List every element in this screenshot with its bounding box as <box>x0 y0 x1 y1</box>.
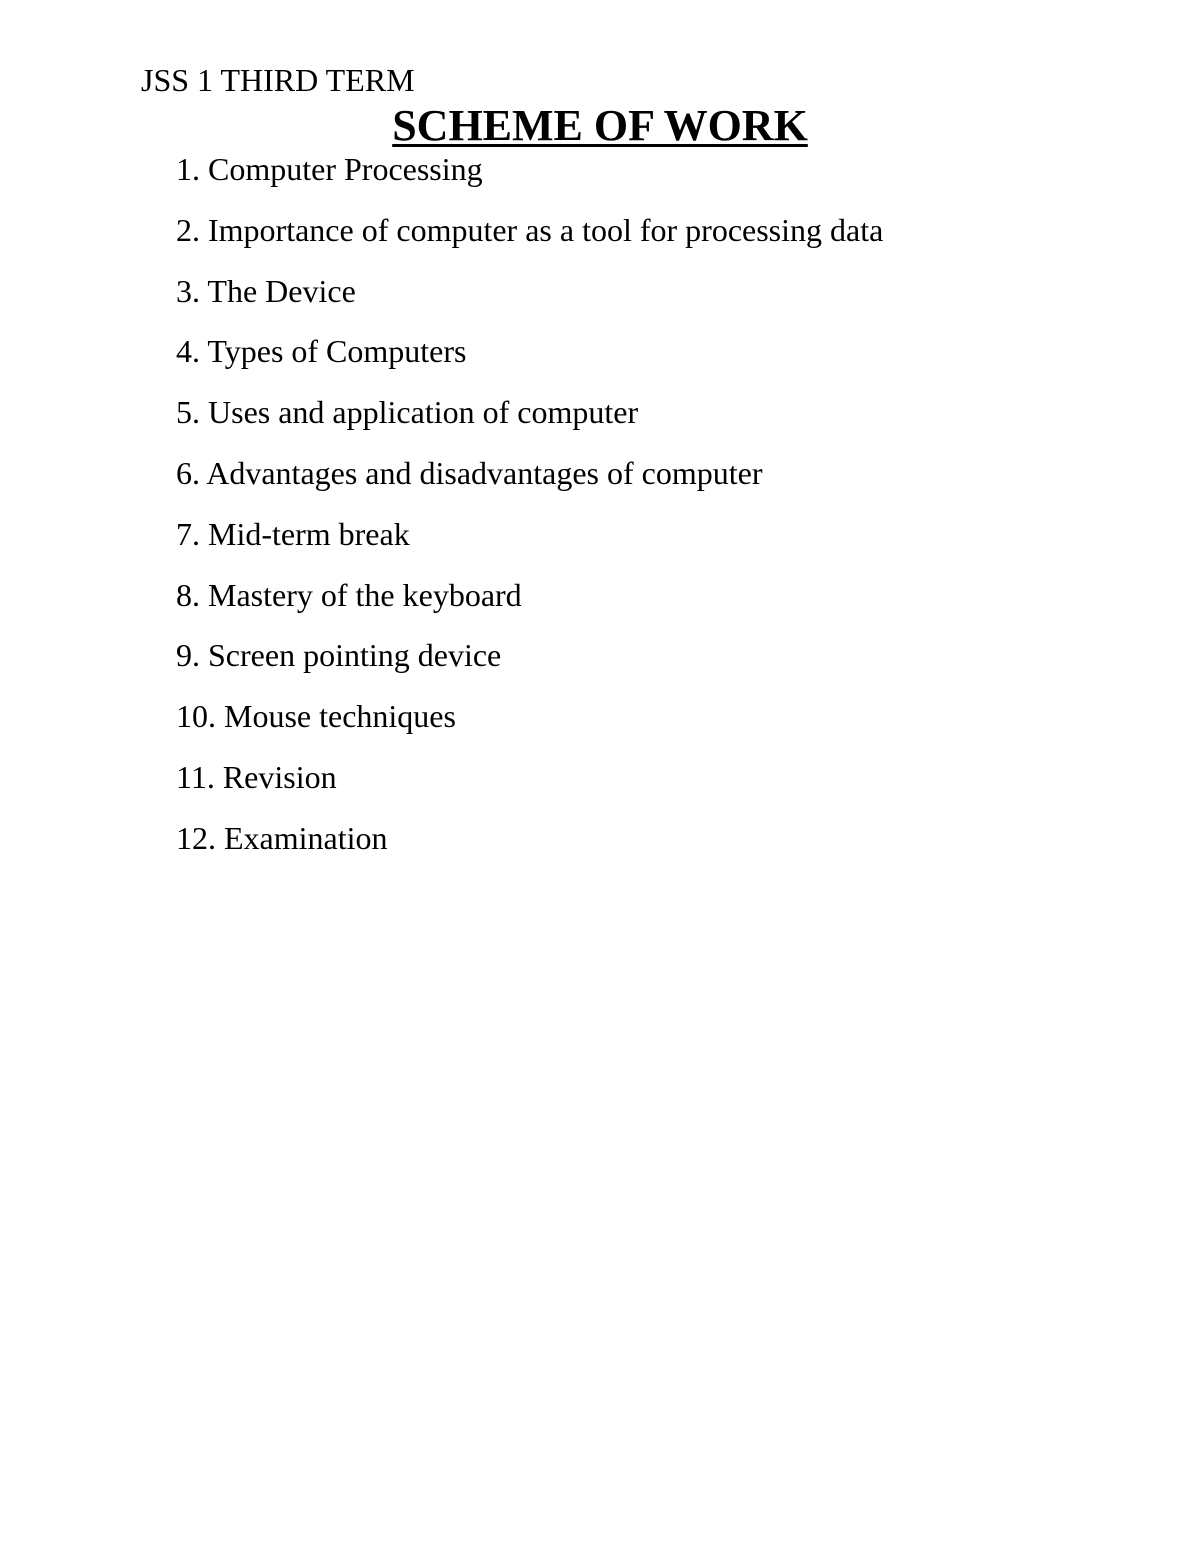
class-term-header: JSS 1 THIRD TERM <box>141 62 415 98</box>
document-title: SCHEME OF WORK <box>392 101 808 150</box>
list-item: 12. Examination <box>176 819 388 856</box>
list-item: 8. Mastery of the keyboard <box>176 576 522 613</box>
list-item: 6. Advantages and disadvantages of computer <box>176 454 763 491</box>
list-item: 7. Mid-term break <box>176 515 410 552</box>
list-item: 5. Uses and application of computer <box>176 394 639 431</box>
list-item: 3. The Device <box>176 272 356 309</box>
scheme-of-work-list <box>176 148 883 878</box>
list-item: 1. Computer Processing <box>176 151 483 187</box>
list-item: 10. Mouse techniques <box>176 698 456 735</box>
list-item: 11. Revision <box>176 758 337 795</box>
list-item: 9. Screen pointing device <box>176 637 502 674</box>
list-item: 4. Types of Computers <box>176 333 467 370</box>
list-item: 2. Importance of computer as a tool for processing data <box>176 211 884 248</box>
